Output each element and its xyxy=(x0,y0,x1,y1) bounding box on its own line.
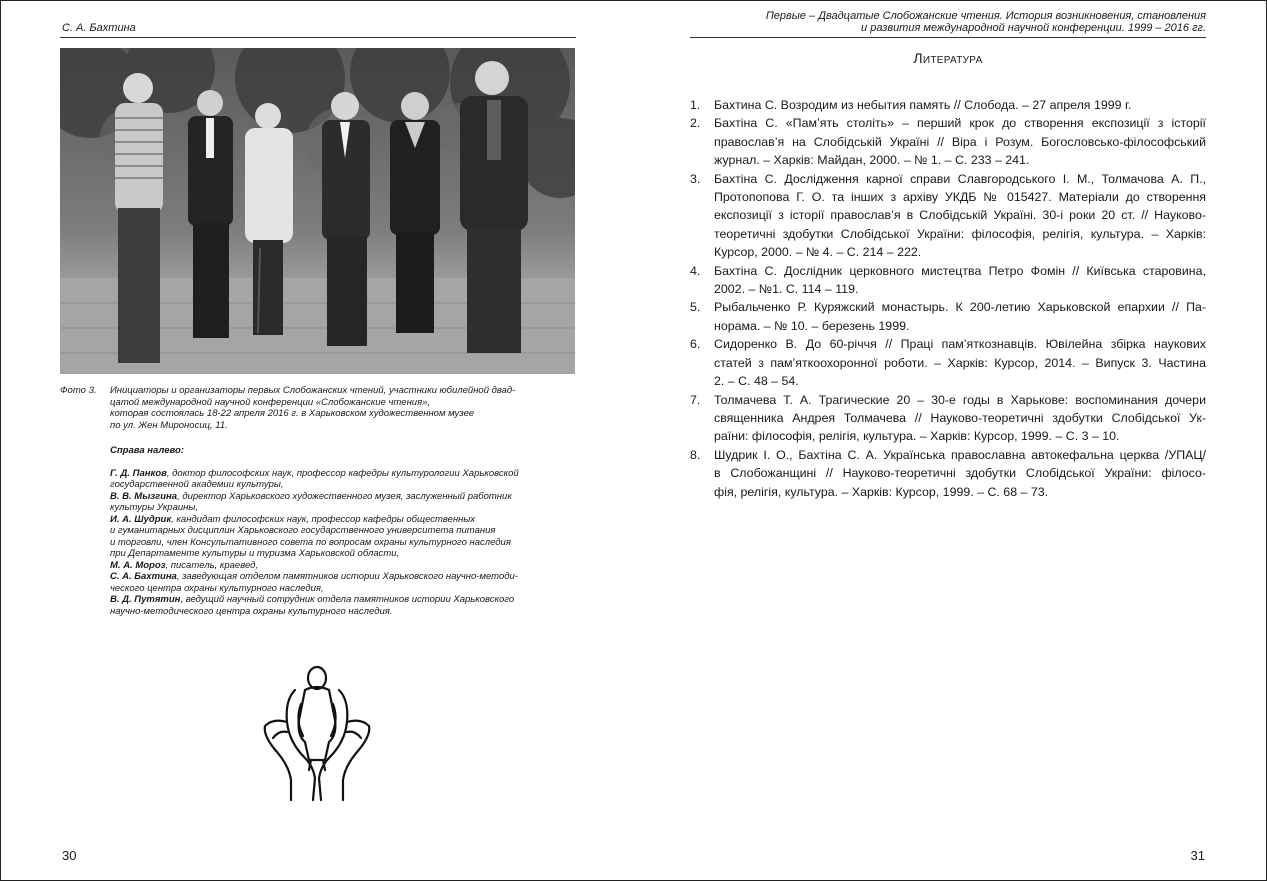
person-description: ческого центра охраны культурного наследия, xyxy=(110,582,324,594)
person-name: В. В. Мызгина xyxy=(110,490,178,502)
roster-heading: Справа налево: xyxy=(110,445,184,456)
reference-item xyxy=(690,262,1206,299)
person-name: С. А. Бахтина xyxy=(110,571,177,582)
reference-text-line: фія, релігія, культура. – Харків: Курсор, 1999. – С. 68 – 73. xyxy=(714,484,1049,499)
reference-text-line: Протопопова Г. О. та інших з архіву УКДБ № 015427. Матеріали до створення xyxy=(714,190,1206,205)
person-name: И. А. Шудрик xyxy=(110,513,172,525)
reference-number: 4. xyxy=(690,263,701,278)
reference-item xyxy=(690,114,1206,169)
running-head-line: Первые – Двадцатые Слобожанские чтения. История возникновения, становления xyxy=(765,10,1206,22)
person-description: , ведущий научный сотрудник отдела памятников истории Харьковского xyxy=(180,594,515,605)
person-name: В. Д. Путятин xyxy=(110,594,181,605)
reference-number: 1. xyxy=(690,98,701,112)
reference-item xyxy=(690,391,1206,446)
reference-item xyxy=(690,298,1206,335)
person-description: , кандидат философских наук, профессор кафедры общественных xyxy=(171,513,476,525)
left-page xyxy=(0,0,633,881)
reference-text-line: норама. – № 10. – березень 1999. xyxy=(714,318,910,333)
reference-text-line: 2002. – №1. С. 114 – 119. xyxy=(714,282,859,297)
people-list xyxy=(110,445,585,617)
person-description: и торговли, член Консультативного совета по вопросам охраны культурного наследия xyxy=(110,536,511,548)
person-description: и гуманитарных дисциплин Харьковского государственного университета питания xyxy=(110,525,496,536)
person-entry xyxy=(110,491,585,514)
caption-line: которая состоялась 18-22 апреля 2016 г. в Харьковском художественном музее xyxy=(110,408,475,419)
running-head-right xyxy=(686,10,1206,34)
reference-text-line: Бахтіна С. «Пам’ять століть» – перший крок до створення експозиції з історії xyxy=(714,116,1206,131)
reference-text-line: Бахтіна С. Дослідження карної справи Славгородського І. М., Толмачова А. П., xyxy=(714,171,1206,186)
reference-text-line: статей з пам’яткоохоронної роботи. – Харків: Курсор, 2014. – Випуск 3. Частина xyxy=(714,355,1206,370)
reference-number: 3. xyxy=(690,171,701,186)
reference-text-line: журнал. – Харків: Майдан, 2000. – № 1. – С. 233 – 241. xyxy=(714,153,1030,168)
person-description: , директор Харьковского художественного музея, заслуженный работник xyxy=(177,490,512,502)
person-entry xyxy=(110,514,585,560)
person-description: при Департаменте культуры и туризма Харьковской области, xyxy=(110,548,400,559)
reference-text-line: в Слобожанщині // Науково-теоретичні здобутки Слобідської України: філосо- xyxy=(714,466,1206,481)
section-title: Литература xyxy=(913,50,983,66)
reference-item xyxy=(690,170,1206,262)
reference-number: 6. xyxy=(690,337,701,352)
reference-text-line: православ’я на Слобідській Україні // Віра і Розум. Богословсько-філософський xyxy=(714,134,1206,149)
person-name: М. А. Мороз xyxy=(110,559,166,571)
person-description: , доктор философских наук, профессор кафедры культурологии Харьковской xyxy=(166,467,519,479)
reference-text-line: Курсор, 2000. – № 4. – С. 214 – 222. xyxy=(714,245,922,260)
person-entry xyxy=(110,594,585,617)
person-name: Г. Д. Панков xyxy=(110,467,167,479)
caption-line: по ул. Жен Мироносиц, 11. xyxy=(110,419,228,431)
person-description: , писатель, краевед, xyxy=(165,559,259,571)
reference-text-line: Бахтина С. Возродим из небытия память // Слобода. – 27 апреля 1999 г. xyxy=(714,98,1132,112)
reference-item xyxy=(690,335,1206,390)
running-head-left: С. А. Бахтина xyxy=(62,22,136,34)
reference-text-line: Рыбальченко Р. Куряжский монастырь. К 200-летию Харьковской епархии // Па- xyxy=(714,300,1206,315)
running-head-line: и развития международной научной конференции. 1999 – 2016 гг. xyxy=(861,22,1206,34)
page-number-left: 30 xyxy=(62,848,77,863)
reference-number: 7. xyxy=(690,392,701,407)
header-rule-right xyxy=(690,37,1206,38)
person-description: государственной академии культуры, xyxy=(110,479,284,490)
reference-text-line: теоретичні здобутки Слобідської України: філософія, релігія, культура. – Харків: xyxy=(714,226,1206,241)
reference-text-line: 2. – С. 48 – 54. xyxy=(714,374,799,389)
reference-text-line: експозиції з історії православ’я в Слобідській Україні. 30-і роки 20 ст. // Науково- xyxy=(714,208,1206,223)
reference-text-line: Сидоренко В. До 60-річчя // Праці пам’яткознавців. Ювілейна збірка наукових xyxy=(714,337,1206,352)
person-description: культуры Украины, xyxy=(110,502,199,513)
person-entry xyxy=(110,571,585,594)
caption-label: Фото 3. xyxy=(60,385,97,396)
reference-text-line: Толмачева Т. А. Трагические 20 – 30-е годы в Харькове: воспоминания дочери xyxy=(714,392,1206,407)
reference-text-line: Шудрик І. О., Бахтіна С. А. Українська православна автокефальна церква /УПАЦ/ xyxy=(714,447,1206,462)
group-photo xyxy=(60,48,575,374)
caption-line: цатой международной научной конференции «Слобожанские чтения», xyxy=(110,396,431,408)
person-entry xyxy=(110,468,585,491)
reference-item xyxy=(690,446,1206,501)
caption-text xyxy=(110,385,580,431)
reference-text-line: раїни: філософія, релігія, культура. – Харків: Курсор, 1999. – С. 3 – 10. xyxy=(714,429,1120,444)
hands-emblem-icon xyxy=(255,660,380,805)
person-description: научно-методического центра охраны культурного наследия. xyxy=(110,605,393,617)
reference-list xyxy=(690,96,1206,501)
right-page xyxy=(633,0,1267,881)
reference-text-line: священника Андрея Толмачева // Науково-теоретичні здобутки Слобідської Ук- xyxy=(714,410,1206,425)
person-description: , заведующая отделом памятников истории Харьковского научно-методи- xyxy=(176,571,518,582)
caption-line: Инициаторы и организаторы первых Слобожанских чтений, участники юбилейной двад- xyxy=(110,385,516,396)
reference-number: 2. xyxy=(690,116,701,131)
person-entry xyxy=(110,560,585,572)
page-number-right: 31 xyxy=(1190,848,1205,863)
reference-number: 5. xyxy=(690,300,701,315)
reference-number: 8. xyxy=(690,447,701,462)
reference-item xyxy=(690,96,1206,114)
reference-text-line: Бахтіна С. Дослідник церковного мистецтва Петро Фомін // Київська старовина, xyxy=(714,263,1206,278)
header-rule-left xyxy=(60,37,576,38)
